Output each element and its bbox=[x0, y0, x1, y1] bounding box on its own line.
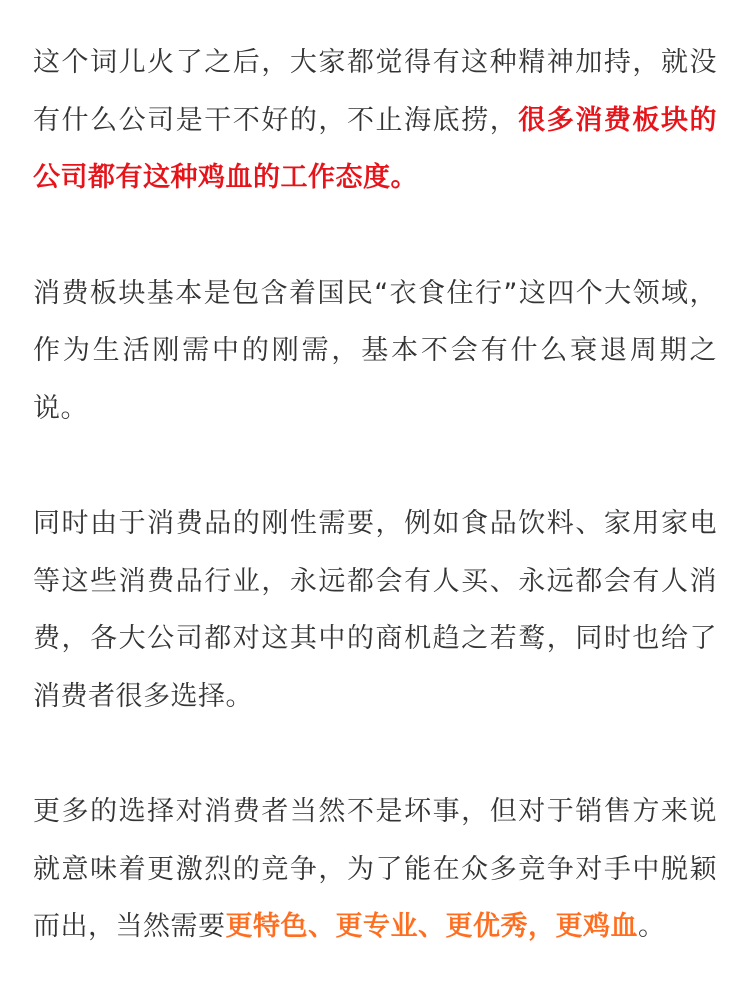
paragraph-1 bbox=[33, 34, 717, 207]
paragraph-2 bbox=[33, 265, 717, 438]
paragraph-2-text: 消费板块基本是包含着国民“衣食住行”这四个大领域，作为生活刚需中的刚需，基本不会有什么衰退周期之说。 bbox=[33, 277, 717, 424]
paragraph-4-highlight: 更特色、更专业、更优秀，更鸡血 bbox=[225, 911, 638, 942]
paragraph-3 bbox=[33, 495, 717, 725]
paragraph-4-tail: 。 bbox=[638, 911, 666, 942]
paragraph-4 bbox=[33, 783, 717, 956]
paragraph-4-text: 更多的选择对消费者当然不是坏事，但对于销售方来说就意味着更激烈的竞争，为了能在众多竞争对手中脱颖而出，当然需要 bbox=[33, 796, 717, 942]
paragraph-1-text: 这个词儿火了之后，大家都觉得有这种精神加持，就没有什么公司是干不好的，不止海底捞， bbox=[33, 47, 717, 136]
paragraph-3-text: 同时由于消费品的刚性需要，例如食品饮料、家用家电等这些消费品行业，永远都会有人买、永远都会有人消费，各大公司都对这其中的商机趋之若鹜，同时也给了消费者很多选择。 bbox=[33, 508, 717, 712]
paragraph-1-highlight: 很多消费板块的公司都有这种鸡血的工作态度。 bbox=[33, 104, 718, 193]
